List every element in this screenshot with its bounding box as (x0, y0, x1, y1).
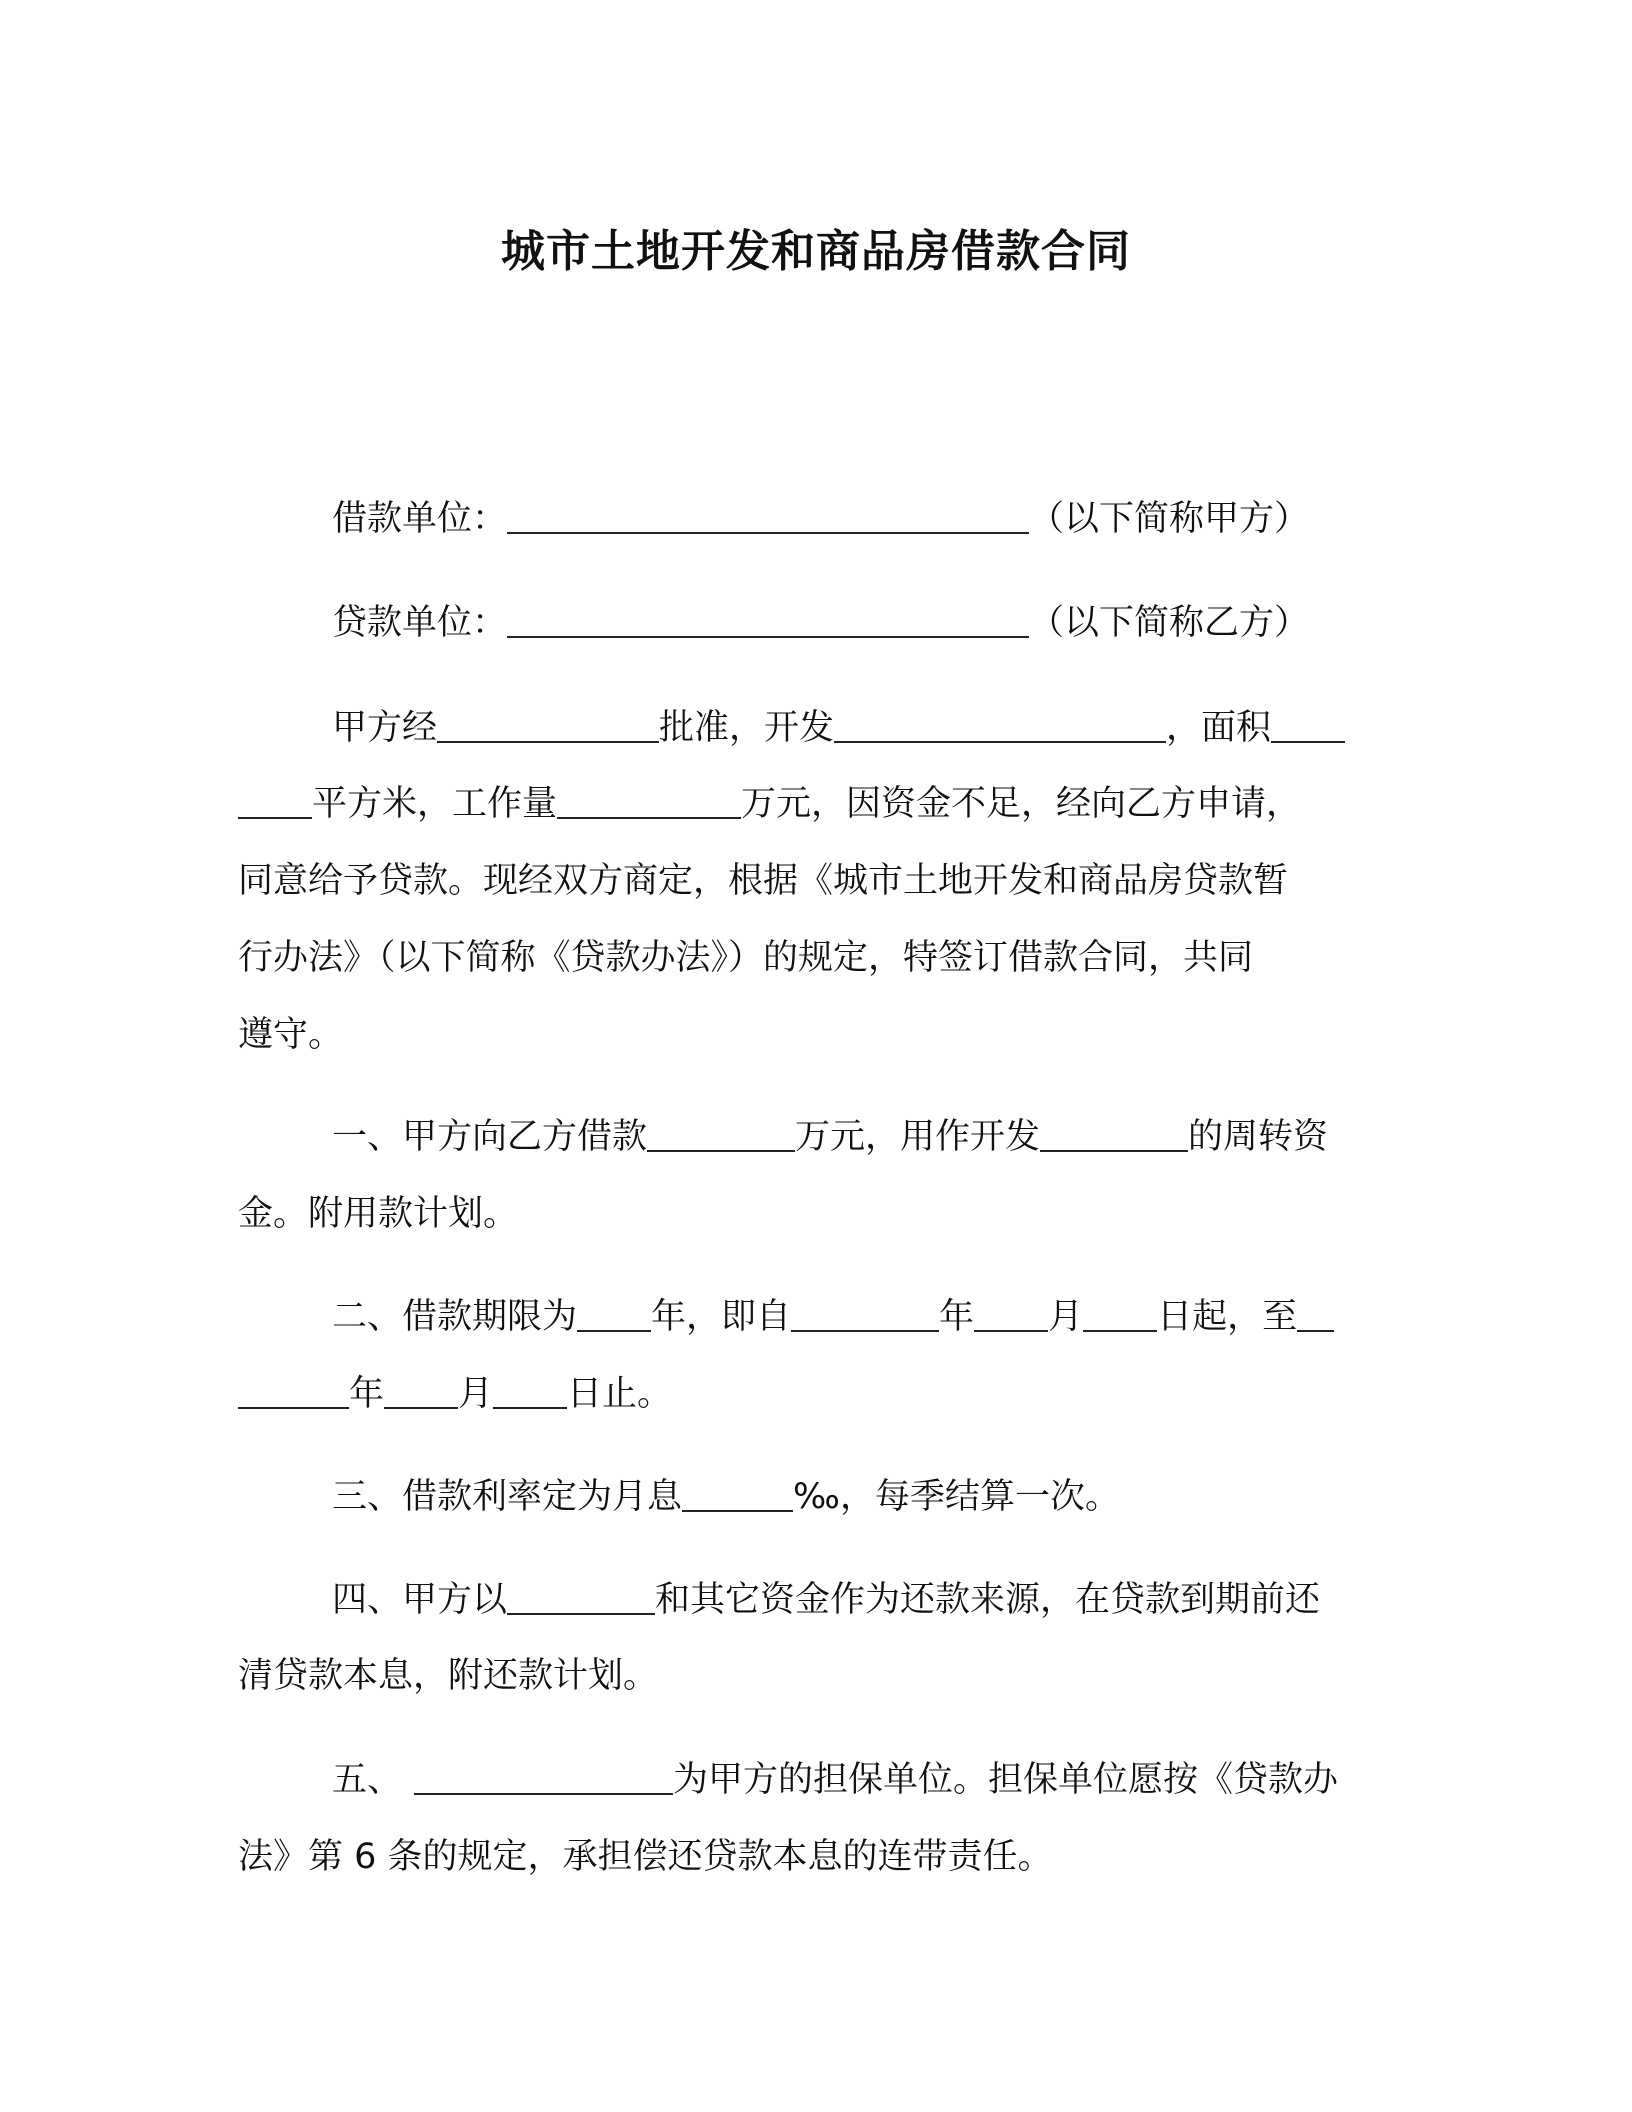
development-project-blank[interactable] (1040, 1116, 1188, 1152)
clause-text: 年 (939, 1297, 975, 1337)
document-title: 城市土地开发和商品房借款合同 (501, 226, 1131, 277)
approval-authority-blank[interactable] (437, 707, 659, 743)
clause-text: 和其它资金作为还款来源，在贷款到期前还 (655, 1580, 1321, 1620)
repayment-source-blank[interactable] (507, 1579, 655, 1615)
start-day-blank[interactable] (1083, 1296, 1157, 1332)
clause-text: 的周转资 (1188, 1117, 1329, 1157)
clause5-line-2: 法》第 6 条的规定，承担偿还贷款本息的连带责任。 (238, 1837, 1053, 1877)
clause-text: 一、甲方向乙方借款 (332, 1117, 648, 1157)
end-month-blank[interactable] (384, 1373, 458, 1409)
clause3-line-1 (332, 1472, 1120, 1522)
start-year-blank[interactable] (791, 1296, 939, 1332)
lender-blank[interactable] (507, 602, 1029, 638)
lender-label: 贷款单位： (332, 603, 508, 643)
clause5-line-1 (332, 1755, 1338, 1805)
clause-text: 五、 (332, 1760, 403, 1800)
clause4-line-2: 清贷款本息，附还款计划。 (238, 1656, 659, 1696)
interest-rate-blank[interactable] (682, 1476, 793, 1512)
clause-text: 年，即自 (651, 1297, 792, 1337)
project-name-blank[interactable] (834, 707, 1166, 743)
clause-text: 日止。 (567, 1374, 673, 1414)
clause-text: ‰，每季结算一次。 (793, 1477, 1120, 1517)
clause-text: 三、借款利率定为月息 (332, 1477, 683, 1517)
intro-line-5: 遵守。 (238, 1015, 344, 1055)
clause2-line-2 (238, 1369, 672, 1419)
intro-text: 平方米，工作量 (312, 784, 558, 824)
clause4-line-1 (332, 1575, 1320, 1625)
clause1-line-1 (332, 1112, 1328, 1162)
clause2-line-1 (332, 1292, 1334, 1342)
intro-text: 批准，开发 (659, 708, 835, 748)
clause-text: 为甲方的担保单位。担保单位愿按《贷款办 (673, 1760, 1339, 1800)
intro-line-2 (238, 779, 1301, 829)
clause-text: 年 (349, 1374, 385, 1414)
end-day-blank[interactable] (493, 1373, 567, 1409)
guarantor-blank[interactable] (414, 1759, 673, 1795)
borrower-line (332, 494, 1309, 544)
intro-line-3: 同意给予贷款。现经双方商定，根据《城市土地开发和商品房贷款暂 (238, 861, 1289, 901)
lender-line (332, 598, 1309, 648)
clause-text: 二、借款期限为 (332, 1297, 578, 1337)
clause-text: 万元，用作开发 (795, 1117, 1041, 1157)
borrower-label: 借款单位： (332, 499, 508, 539)
area-blank-part2[interactable] (238, 783, 312, 819)
end-year-blank-part2[interactable] (238, 1373, 349, 1409)
lender-suffix: （以下简称乙方） (1029, 603, 1310, 643)
intro-text: 万元，因资金不足，经向乙方申请， (741, 784, 1302, 824)
term-years-blank[interactable] (577, 1296, 651, 1332)
end-year-blank-part1[interactable] (1297, 1296, 1334, 1332)
clause-text: 月 (458, 1374, 494, 1414)
area-blank-part1[interactable] (1271, 707, 1345, 743)
loan-amount-blank[interactable] (647, 1116, 795, 1152)
clause-text: 日起，至 (1157, 1297, 1298, 1337)
intro-line-1 (332, 703, 1345, 753)
clause-text: 四、甲方以 (332, 1580, 508, 1620)
intro-text: 甲方经 (332, 708, 438, 748)
intro-text: ，面积 (1166, 708, 1272, 748)
clause-text: 月 (1048, 1297, 1084, 1337)
intro-line-4: 行办法》（以下简称《贷款办法》）的规定，特签订借款合同，共同 (238, 938, 1254, 978)
workload-blank[interactable] (557, 783, 741, 819)
clause1-line-2: 金。附用款计划。 (238, 1194, 519, 1234)
start-month-blank[interactable] (974, 1296, 1048, 1332)
borrower-suffix: （以下简称甲方） (1029, 499, 1310, 539)
borrower-blank[interactable] (507, 498, 1029, 534)
